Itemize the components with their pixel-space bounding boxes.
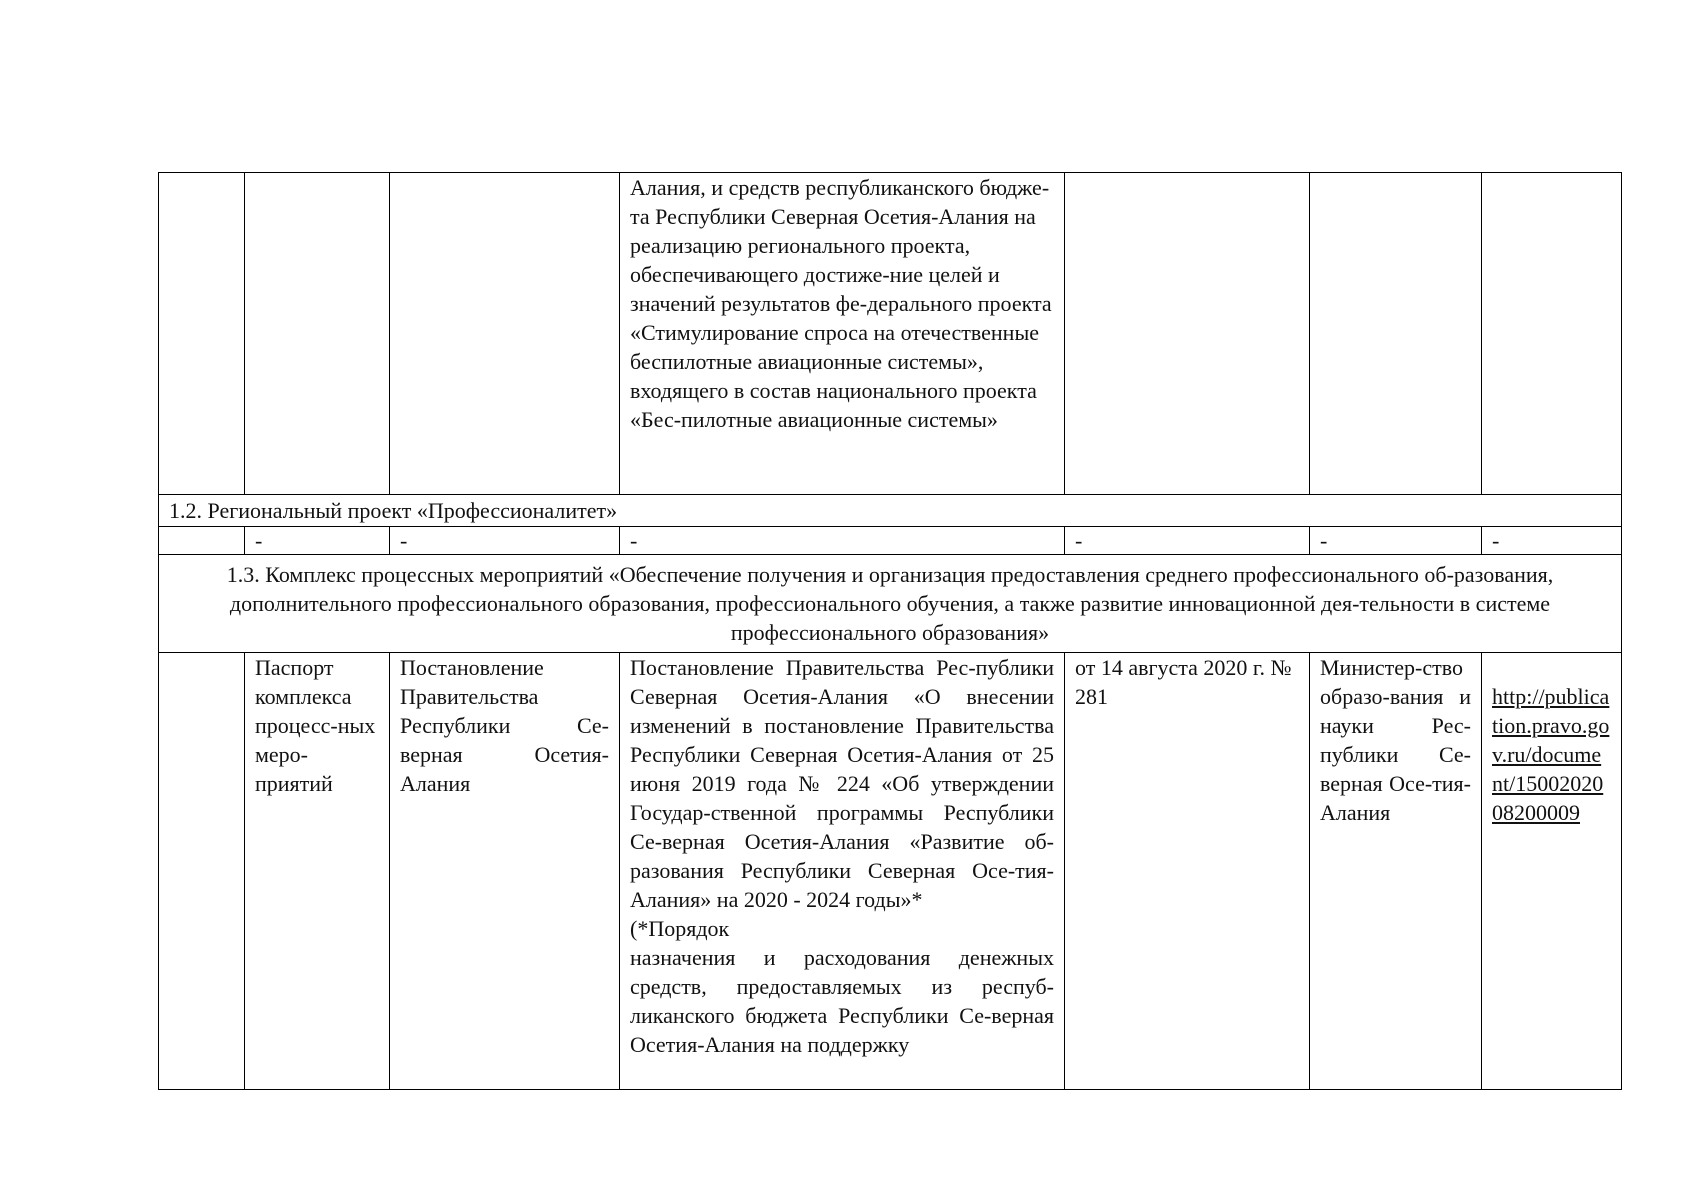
cell-dash: - (245, 527, 390, 555)
table-row (159, 527, 1622, 555)
cell-number (159, 653, 245, 1090)
cell-dash: - (620, 527, 1065, 555)
cell-responsible (1310, 173, 1482, 495)
publication-link[interactable]: http://publication.pravo.gov.ru/document/1500202008200009 (1492, 684, 1610, 825)
cell-document-kind (390, 173, 620, 495)
cell-document-type: Паспорт комплекса процесс-ных меро-приятий (245, 653, 390, 1090)
cell-responsible: Министер-ство образо-вания и науки Рес-публики Се-верная Осе-тия-Алания (1310, 653, 1482, 1090)
section-row (159, 495, 1622, 527)
cell-date-number: от 14 августа 2020 г. № 281 (1065, 653, 1310, 1090)
cell-link (1482, 653, 1622, 1090)
table-row (159, 653, 1622, 1090)
regulatory-table (158, 172, 1622, 1090)
cell-number (159, 527, 245, 555)
cell-dash: - (1482, 527, 1622, 555)
cell-link (1482, 173, 1622, 495)
section-heading-1-3: 1.3. Комплекс процессных мероприятий «Обеспечение получения и организация предоставления среднего профессионального об-разования, дополнительного профессионального образования, профессионального обучения, а также развитие инновационной дея-тельности в системе профессионального образования» (159, 555, 1622, 653)
table-row (159, 173, 1622, 495)
cell-date-number (1065, 173, 1310, 495)
section-row (159, 555, 1622, 653)
cell-document-title: Постановление Правительства Рес-публики Северная Осетия-Алания «О внесении изменений в постановление Правительства Республики Северная Осетия-Алания от 25 июня 2019 года № 224 «Об утверждении Государ-ственной программы Республики Се-верная Осетия-Алания «Развитие об-разования Республики Северная Осе-тия-Алания» на 2020 - 2024 годы»* (*Порядок назначения и расходования денежных средств, предоставляемых из респуб-ликанского бюджета Республики Се-верная Осетия-Алания на поддержку (620, 653, 1065, 1090)
cell-dash: - (1065, 527, 1310, 555)
cell-document-kind: Постановление Правительства Республики Се-верная Осетия-Алания (390, 653, 620, 1090)
cell-document-type (245, 173, 390, 495)
cell-document-title: Алания, и средств республиканского бюдже- та Республики Северная Осетия-Алания на реализацию регионального проекта, обеспечивающего достиже-ние целей и значений результатов фе-дерального проекта «Стимулирование спроса на отечественные беспилотные авиационные системы», входящего в состав национального проекта «Бес-пилотные авиационные системы» (620, 173, 1065, 495)
section-heading-1-2: 1.2. Региональный проект «Профессионалитет» (159, 495, 1622, 527)
cell-number (159, 173, 245, 495)
cell-dash: - (1310, 527, 1482, 555)
cell-dash: - (390, 527, 620, 555)
